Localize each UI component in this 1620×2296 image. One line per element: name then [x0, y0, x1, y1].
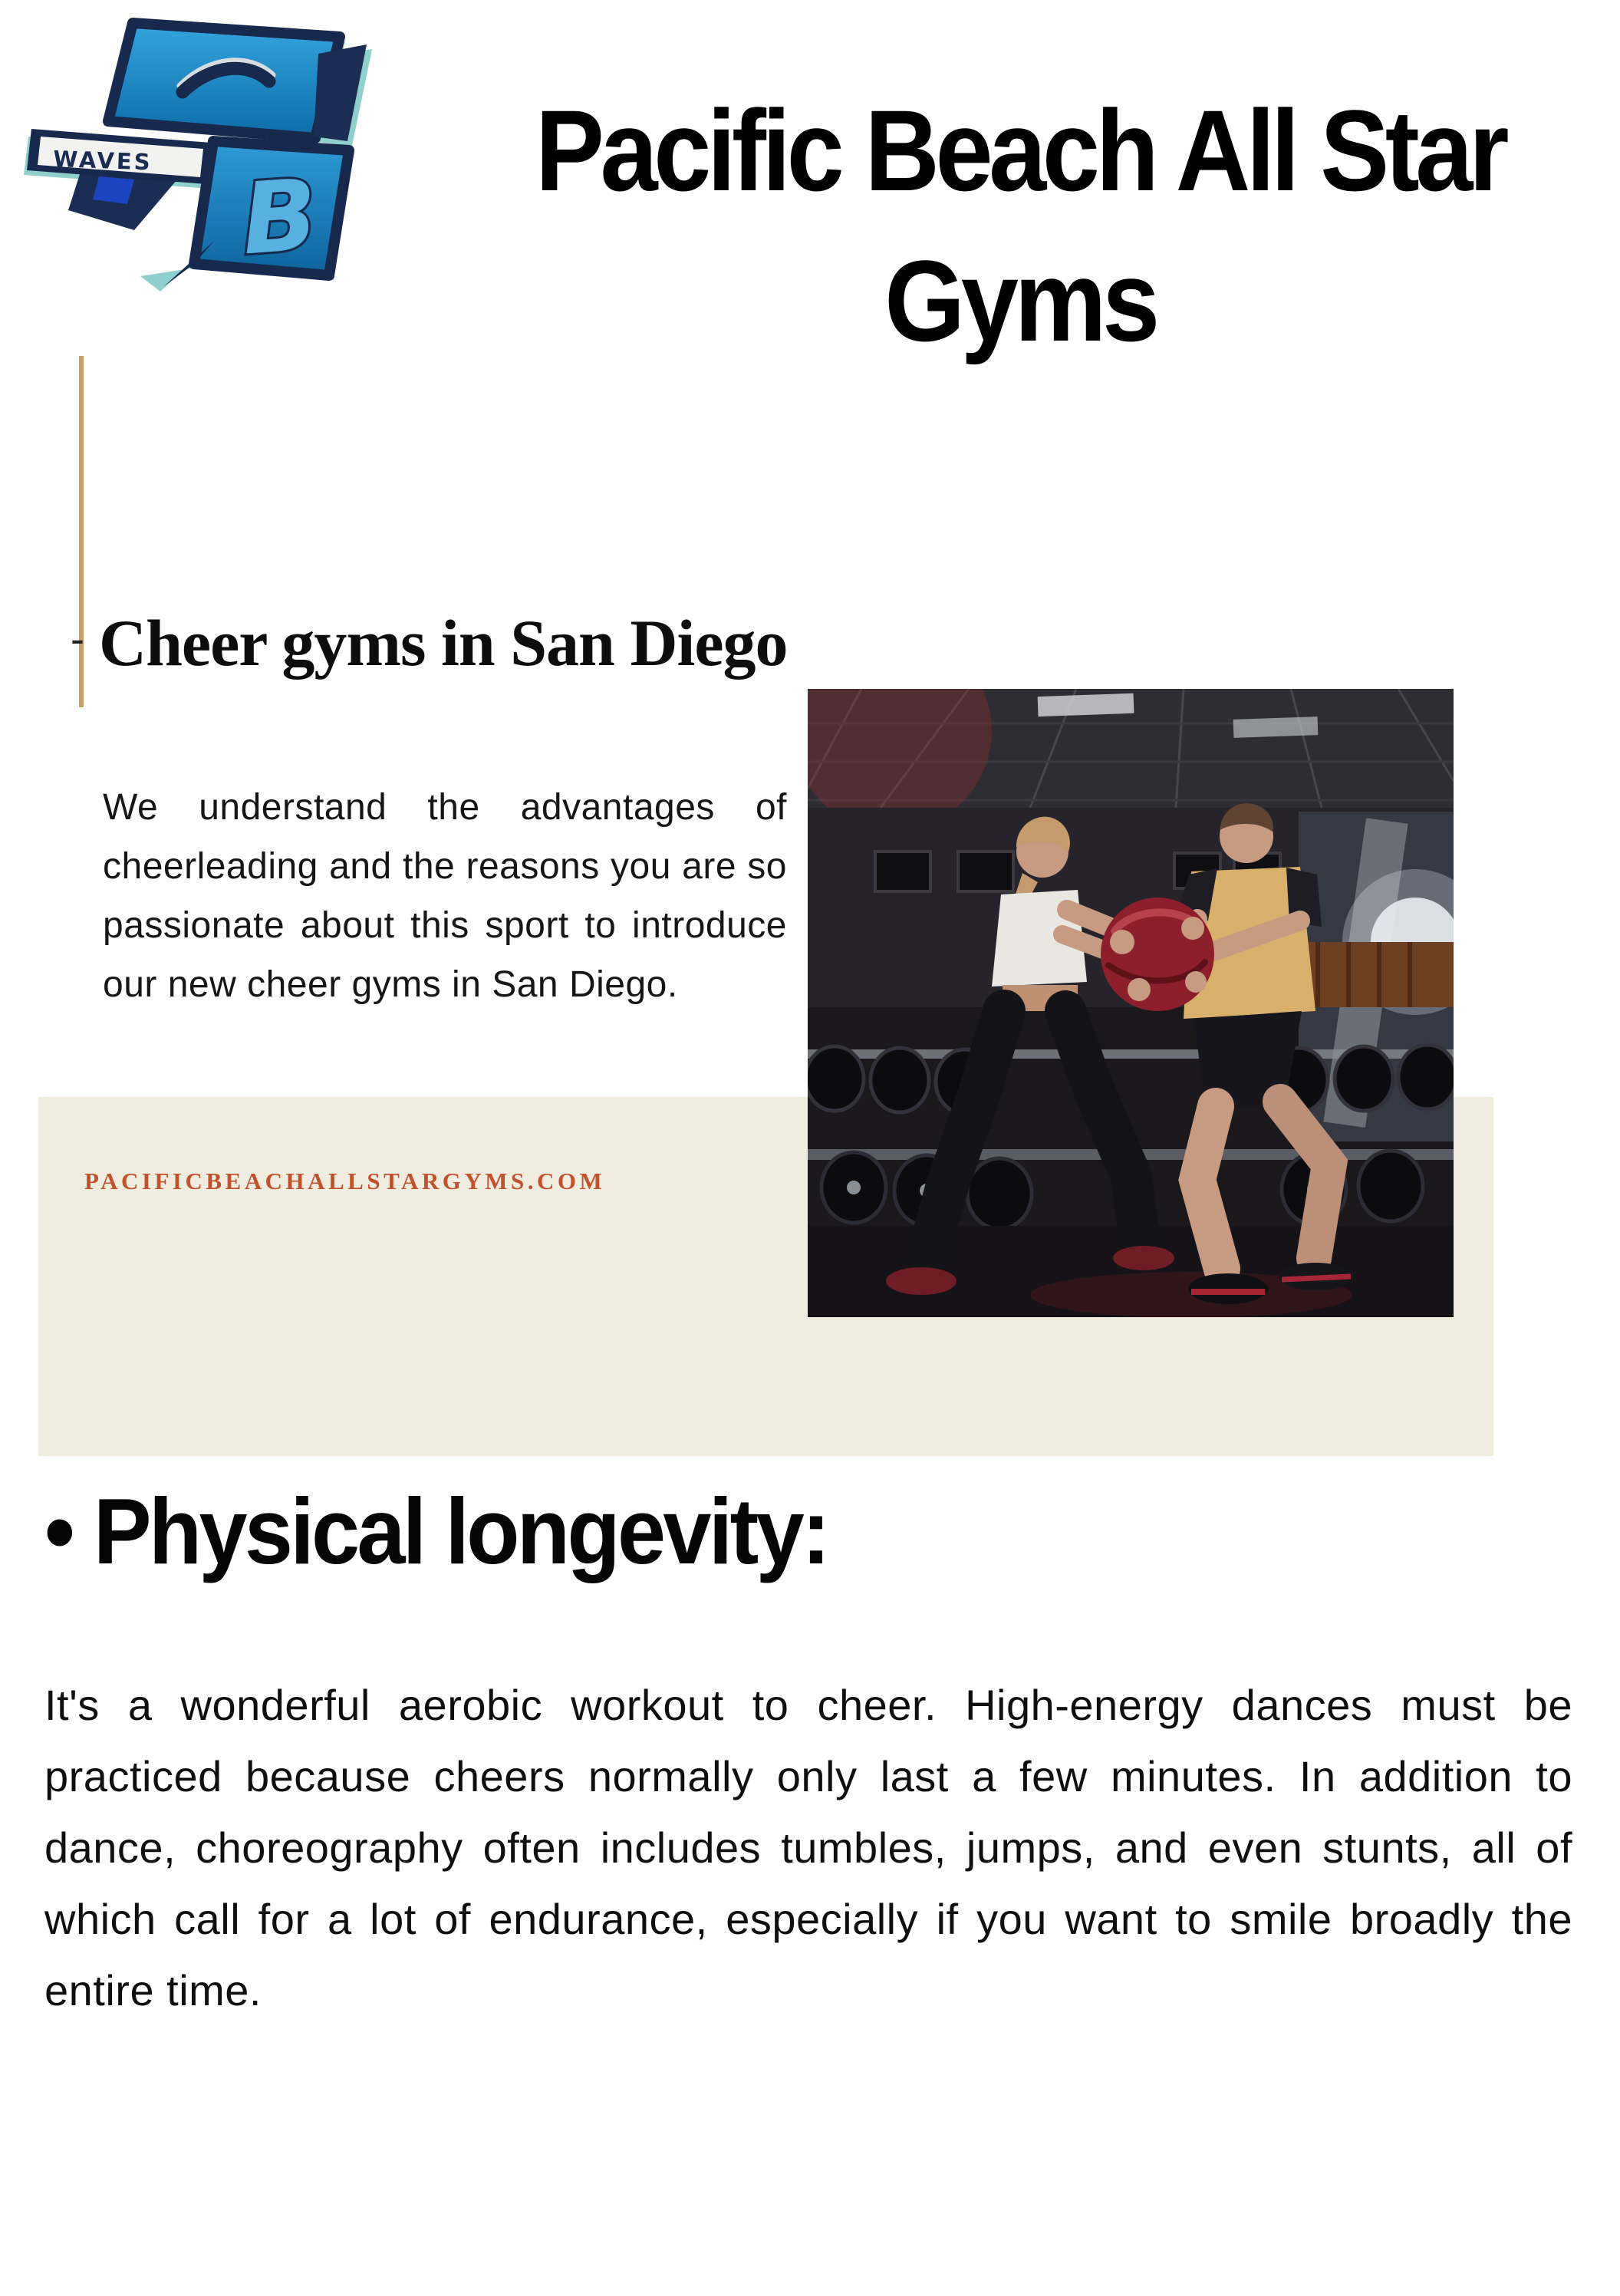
page-title — [430, 75, 1611, 376]
logo-royal-patch — [93, 176, 134, 204]
pb-waves-logo-graphic — [18, 9, 378, 298]
photo-medicine-ball — [1101, 898, 1214, 1011]
logo-letter-b: B — [238, 157, 321, 278]
pb-waves-logo — [18, 9, 378, 298]
logo-banner-text: WAVES — [52, 146, 153, 176]
title-line-2: Gyms — [884, 236, 1156, 365]
intro-paragraph: We understand the advantages of cheerleading and the reasons you are so passionate about this sport to introduce our new cheer gyms in San Diego. — [103, 787, 787, 1005]
gym-photo — [808, 689, 1454, 1317]
cheer-section-heading — [71, 604, 788, 681]
website-url: PACIFICBEACHALLSTARGYMS.COM — [84, 1168, 606, 1194]
dash-prefix: - — [71, 616, 84, 662]
physical-section-heading — [44, 1477, 828, 1585]
physical-heading-text: Physical longevity: — [93, 1479, 828, 1583]
bullet-icon: • — [44, 1479, 73, 1583]
gym-photo-graphic — [808, 689, 1454, 1317]
cheer-heading-text: Cheer gyms in San Diego — [98, 606, 788, 680]
logo-upper-slab — [108, 23, 340, 138]
title-line-1: Pacific Beach All Star — [535, 86, 1506, 215]
physical-paragraph: It's a wonderful aerobic workout to cheer. High-energy dances must be practiced because cheers normally only last a few minutes. In addition to dance, choreography often includes tumbles, jumps, and even stunts, all of which call for a lot of endurance, especially if you want to smile broadly the entire time. — [44, 1681, 1572, 2014]
